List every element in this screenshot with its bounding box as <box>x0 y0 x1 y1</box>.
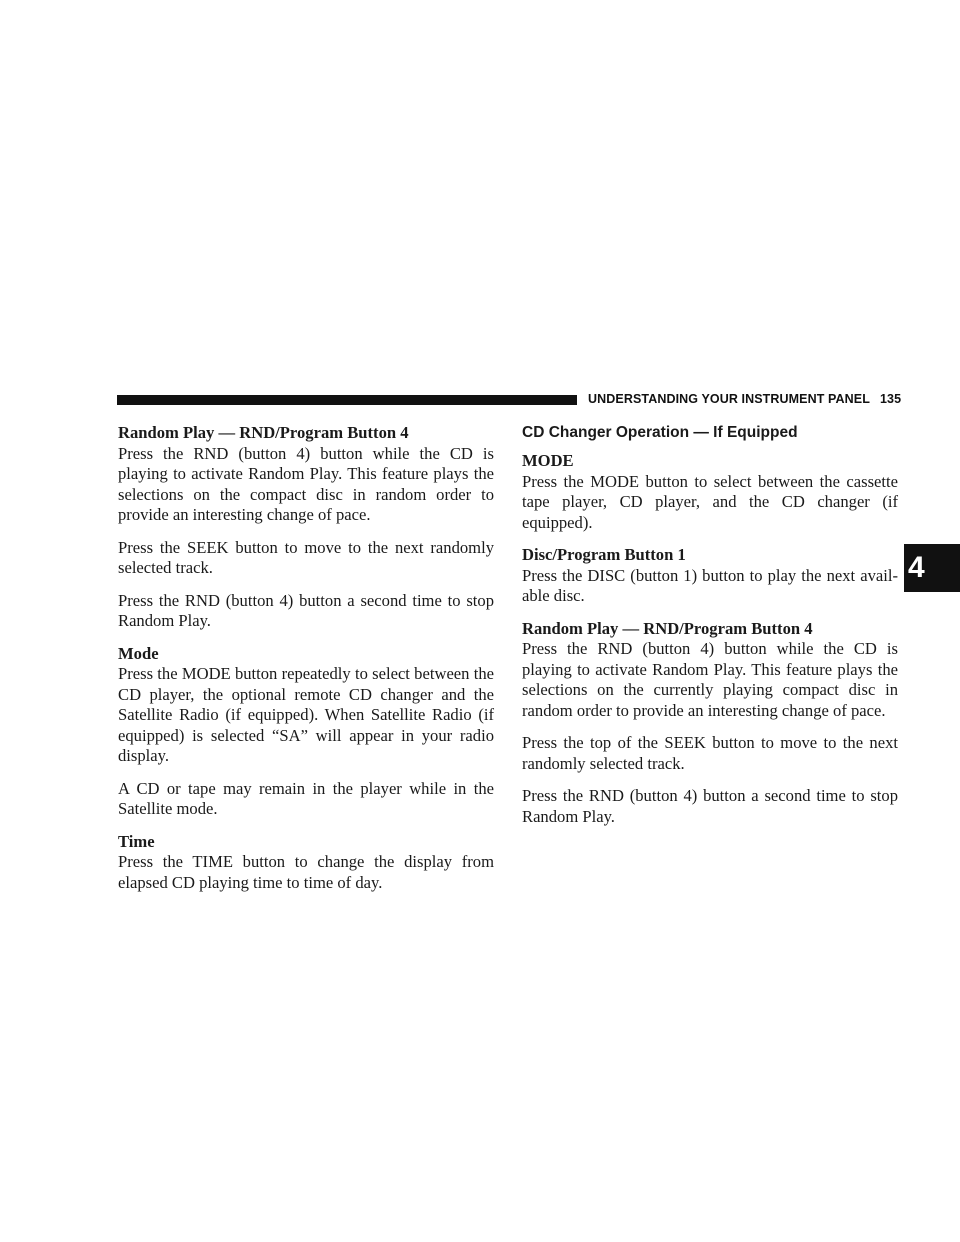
header-rule <box>117 395 577 405</box>
paragraph: Press the RND (button 4) button a second time to stop Random Play. <box>118 590 494 630</box>
paragraph: A CD or tape may remain in the player while in the Satellite mode. <box>118 778 494 818</box>
paragraph: Press the RND (button 4) button a second time to stop Random Play. <box>522 786 898 826</box>
subheading-random-play: Random Play — RND/Program Button 4 <box>118 423 409 442</box>
subheading-mode: MODE <box>522 451 574 470</box>
page-number: 135 <box>879 392 902 406</box>
header-title: UNDERSTANDING YOUR INSTRUMENT PANEL <box>588 392 870 406</box>
paragraph: Press the SEEK button to move to the next randomly selected track. <box>118 537 494 577</box>
paragraph: Press the RND (button 4) button while the CD is playing to activate Random Play. This feature plays the selections on the compact disc in random order to provide an interesting change of pace. <box>118 443 494 524</box>
running-header <box>588 392 901 406</box>
paragraph: Press the MODE button repeatedly to select between the CD player, the optional remote CD changer and the Satellite Radio (if equipped). When Satellite Radio (if equipped) is selected “SA” will appear in your radio display. <box>118 664 494 765</box>
paragraph: Press the MODE button to select between the cassette tape player, CD player, and the CD changer (if equipped). <box>522 471 898 532</box>
subheading-disc: Disc/Program Button 1 <box>522 545 686 564</box>
chapter-tab: 4 <box>904 544 960 592</box>
section-heading-cd-changer: CD Changer Operation — If Equipped <box>522 424 798 441</box>
paragraph: Press the RND (button 4) button while the CD is playing to activate Random Play. This feature plays the selections on the currently playing compact disc in random order to provide an interesting change of pace. <box>522 639 898 720</box>
right-column <box>522 423 898 839</box>
subheading-mode: Mode <box>118 643 159 663</box>
paragraph: Press the DISC (button 1) button to play the next avail-able disc. <box>522 565 898 605</box>
subheading-time: Time <box>118 831 155 851</box>
left-column <box>118 423 494 905</box>
paragraph: Press the top of the SEEK button to move to the next randomly selected track. <box>522 733 898 773</box>
paragraph: Press the TIME button to change the display from elapsed CD playing time to time of day. <box>118 852 494 892</box>
subheading-random-play: Random Play — RND/Program Button 4 <box>522 618 813 638</box>
